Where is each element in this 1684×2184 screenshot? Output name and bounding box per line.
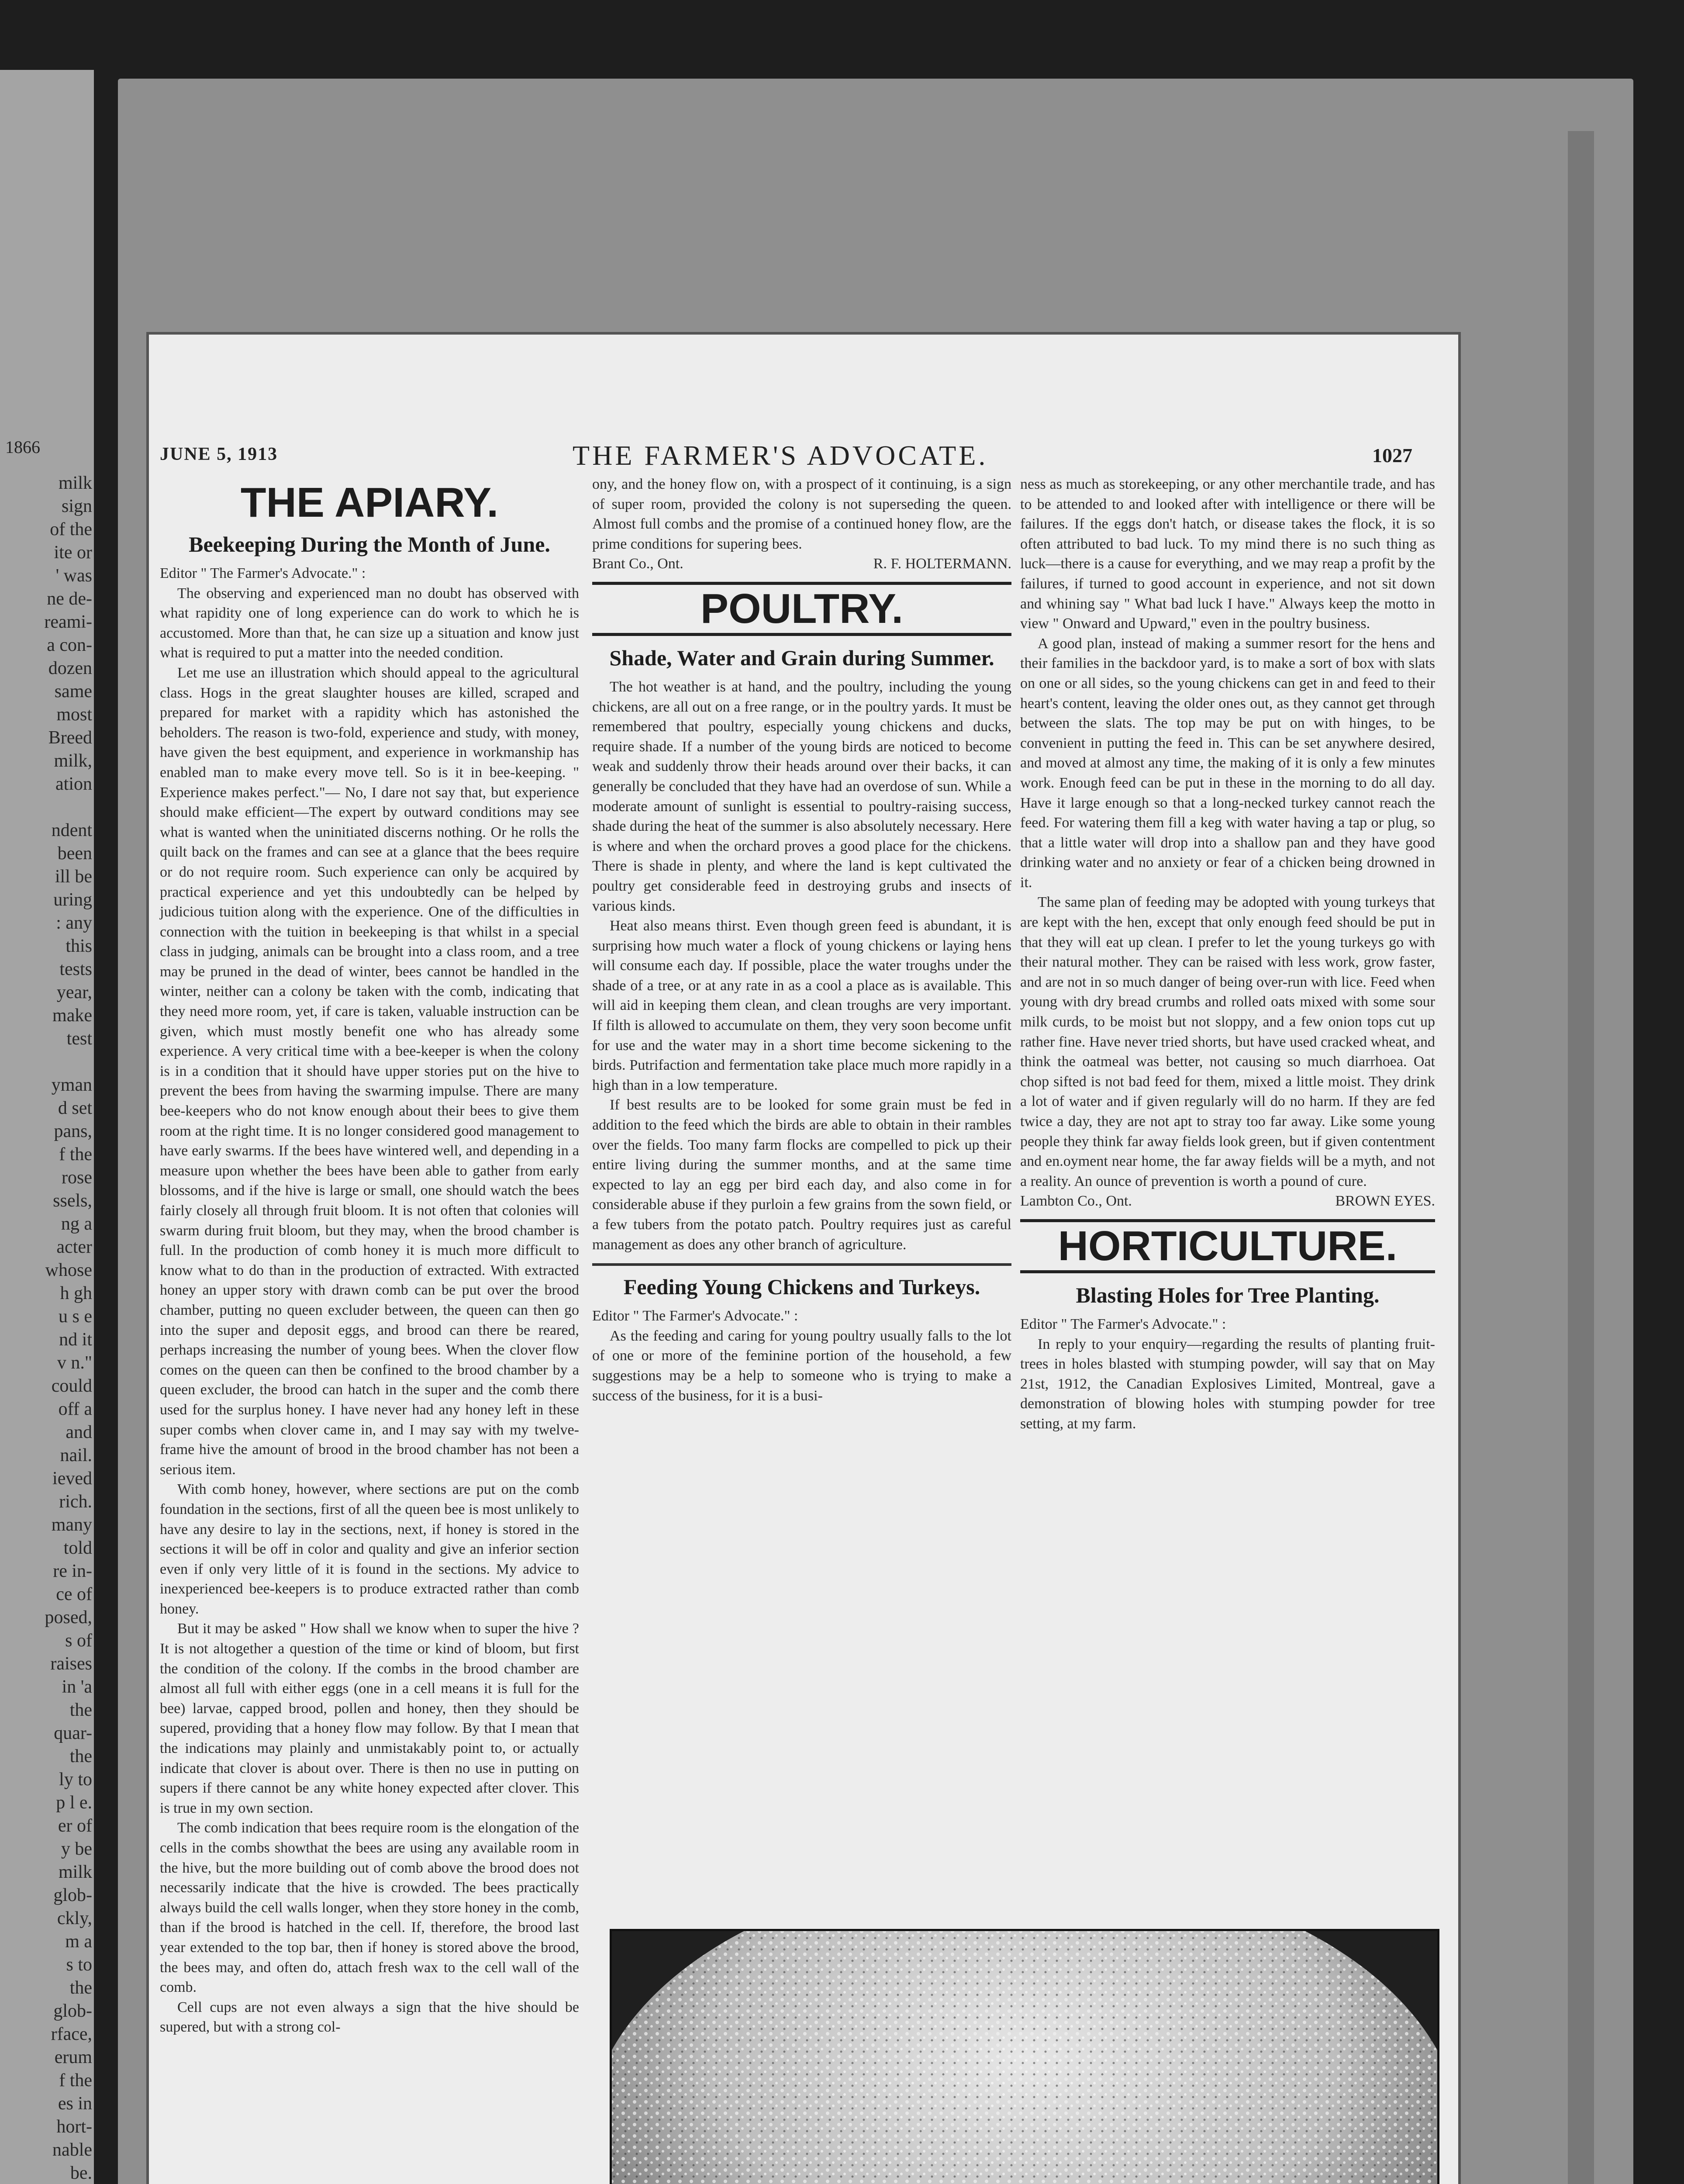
paragraph: ness as much as storekeeping, or any other merchantile trade, and has to be attended to and looked after with intelligence or there will be failures. If the eggs don't hatch, or disease takes the flock, it is so often attributed to bad luck. To my mind there is no such thing as luck—there is a cause for everything, and we may reap a profit by the failures, if turned to good account in experience, and not sit down and whining say " What bad luck I have." Always keep the motto in view " Onward and Upward," even in the poultry business. bbox=[1020, 476, 1435, 632]
paragraph: If best results are to be looked for some grain must be fed in addition to the feed which the birds are able to obtain in their rambles over the fields. Too many farm flocks are compelled to pick up their entire living during the summer months, and at the same time expected to lay an egg per bird each day, and also come in for considerable abuse if they purloin a few grains from the sown field, or a few tubers from the potato patch. Poultry requires just as careful management as does any other branch of agriculture. bbox=[592, 1097, 1011, 1253]
article-title-shade: Shade, Water and Grain during Summer. bbox=[609, 645, 994, 670]
paragraph: ony, and the honey flow on, with a prospect of it continuing, is a sign of super room, provided the colony is not superseding the queen. Almost full combs and the promise of a continued honey flow, are the prime conditions for supering bees. bbox=[592, 476, 1011, 552]
column-horticulture bbox=[1020, 474, 1435, 1434]
previous-page-text: milk sign of the ite or ' was ne de- reami- a con- dozen same most Breed milk, ation ndent been ill be uring : any this tests year, make test yman d set pans, f the rose ssels, ng a acter whose h gh u s e nd it v n." could off a and nail. ieved rich. many told re in- ce of posed, s of raises in 'a the quar- the ly to p l e. er of y be milk glob- ckly, m a s to the glob- rface, erum f the es in hort- nable be. bbox=[44, 473, 92, 2183]
divider bbox=[592, 1263, 1011, 1266]
article-title-blasting: Blasting Holes for Tree Planting. bbox=[1076, 1282, 1380, 1307]
previous-page-edge bbox=[0, 70, 94, 2184]
signature-line bbox=[1020, 1191, 1435, 1211]
newspaper-page bbox=[146, 332, 1461, 2184]
previous-page-number: 1866 bbox=[5, 437, 40, 457]
section-heading-apiary: THE APIARY. bbox=[240, 479, 499, 526]
masthead: THE FARMER'S ADVOCATE. bbox=[573, 440, 988, 471]
paragraph: Editor " The Farmer's Advocate." : bbox=[160, 565, 366, 581]
paragraph: But it may be asked " How shall we know when to super the hive ? It is not altogether a question of the time or kind of bloom, but first the condition of the colony. If the combs in the brood chamber are almost all full with either eggs (one in a cell means it is full for the bee) larvae, capped brood, pollen and honey, then they should be supered, providing that a honey flow may follow. By that I mean that the indications may plainly and unmistakably point to, or actually indicate that clover is about over. There is then no use in putting on supers if there cannot be any white honey expected after clover. This is true in my own section. bbox=[160, 1621, 579, 1816]
article-title-beekeeping: Beekeeping During the Month of June. bbox=[189, 532, 550, 556]
header-page-number: 1027 bbox=[1372, 444, 1412, 467]
paragraph: With comb honey, however, where sections are put on the comb foundation in the sections, first of all the queen bee is most unlikely to have any desire to lay in the sections, next, if honey is stored in the sections it will be off in color and quality and give an inferior section even if only very little of it is found in the sections. My advice to inexperienced bee-keepers is to produce extracted rather than comb honey. bbox=[160, 1481, 579, 1617]
header-date: JUNE 5, 1913 bbox=[160, 444, 278, 464]
orchard-photo-block bbox=[610, 1929, 1439, 2184]
paragraph: As the feeding and caring for young poultry usually falls to the lot of one or more of the feminine portion of the household, a few suggestions may be a help to someone who is trying to make a success of the business, for it is a busi- bbox=[592, 1327, 1011, 1404]
paragraph: The hot weather is at hand, and the poultry, including the young chickens, are all out on a free range, or in the poultry yards. It must be remembered that poultry, especially young chickens and ducks, require shade. If a number of the young birds are noticed to become weak and suddenly throw their heads around over their backs, it can generally be concluded that they have had an overdose of sun. While a moderate amount of sunlight is essential to poultry-raising success, shade during the heat of the summer is also absolutely necessary. Here is where and when the orchard proves a good place for the chickens. There is shade in plenty, and where the land is kept cultivated the poultry get considerable feed in destroying grubs and insects of various kinds. bbox=[592, 678, 1011, 914]
signature-name: R. F. HOLTERMANN. bbox=[873, 556, 1011, 572]
paragraph: The comb indication that bees require room is the elongation of the cells in the combs showthat the bees are using any available room in the hive, but the more building out of comb above the brood does not necessarily indicate that the hive is crowded. The bees practically always build the cell walls longer, when they store honey in the comb, than if the brood is hatched in the cell. If, therefore, the brood last year extended to the top bar, then if honey is stored above the brood, the bees may, and often do, attach fresh wax to the cell wall of the comb. bbox=[160, 1820, 579, 1996]
paragraph: Heat also means thirst. Even though green feed is abundant, it is surprising how much water a flock of young chickens or laying hens will consume each day. If possible, place the water troughs under the shade of a tree, or at any rate in as a cool a place as is available. This will aid in keeping them clean, and clean troughs are very important. If filth is allowed to accumulate on them, they very soon become unfit for use and the water may in a short time become sickening to the birds. Putrifaction and fermentation take place much more rapidly in a high than in a low temperature. bbox=[592, 918, 1011, 1093]
orchard-with-chickens-image bbox=[610, 1929, 1439, 2184]
signature-place: Brant Co., Ont. bbox=[592, 556, 683, 572]
signature-line bbox=[592, 554, 1011, 574]
signature-place: Lambton Co., Ont. bbox=[1020, 1193, 1132, 1209]
signature-name: BROWN EYES. bbox=[1335, 1193, 1435, 1209]
section-heading-horticulture: HORTICULTURE. bbox=[1020, 1219, 1435, 1273]
paragraph: The same plan of feeding may be adopted with young turkeys that are kept with the hen, except that only enough feed should be put in that they will eat up clean. I prefer to let the young turkeys go with their natural mother. They can be raised with less work, grow faster, and are not in so much danger of being over-run with lice. Feed when young with dry bread crumbs and rolled oats mixed with some sour milk curds, to be moist but not sloppy, and a few onion tops cut up rather fine. Have never tried shorts, but have used cracked wheat, and think the oatmeal was better, not causing so much diarrhoea. Oat chop sifted is not bad feed for them, mixed a little moist. They drink a lot of water and if given regularly will do no harm. If they are fed twice a day, they are not apt to stray too far away. Like some young people they think far away fields look green, but if given contentment and en.oyment near home, the far away fields will be a myth, and not a reality. An ounce of prevention is worth a pound of cure. bbox=[1020, 894, 1435, 1189]
paragraph: Editor " The Farmer's Advocate." : bbox=[1020, 1316, 1226, 1332]
paragraph: Cell cups are not even always a sign that the hive should be supered, but with a strong col- bbox=[160, 1999, 579, 2035]
page-header bbox=[149, 439, 1458, 470]
section-heading-poultry: POULTRY. bbox=[592, 582, 1011, 636]
paragraph: Let me use an illustration which should appeal to the agricultural class. Hogs in the great slaughter houses are killed, scraped and prepared for market with a rapidity which has astonished the beholders. The reason is two-fold, experience and study, with money, have given the best equipment, and experience in workmanship has enabled man to make every move tell. So is it in bee-keeping. " Experience makes perfect."— No, I dare not say that, but experience should make efficient—The expert by outward conditions may see what is wanted when the uninitiated discerns nothing. Or he rolls the quilt back on the frames and can see at a glance that the bees require or do not require room. Such experience can only be acquired by practical experience and yet this undoubtedly can be helped by judicious tuition along with the experience. One of the difficulties in connection with the tuition in beekeeping is that whilst in a special class in judging, animals can be brought into a class room, and a tree may be pruned in the dead of winter, bees cannot be handled in the winter, neither can a colony be taken with the comb, indicating that they need more room, yet, if care is taken, valuable instruction can be given, which must mostly benefit one who has already some experience. A very critical time with a bee-keeper is when the colony is in a condition that it should have upper stories put on the hive to prevent the bees from having the swarming impulse. There are many bee-keepers who do not know enough about their bees to give them room at the right time. It is no longer considered good management to have early swarms. If the bees have wintered well, and depending in a measure upon whether the bees have been able to gather from early blossoms, and if the hive is large or small, one should watch the bees fairly closely all through fruit bloom. It is not often that colonies will swarm during fruit bloom, but they may, when the brood chamber is full. In the production of comb honey it is much more difficult to know what to do than in the production of extracted. With extracted honey an upper story with drawn comb can be put over the brood chamber, putting no queen excluder between, the queen can then go into the super and deposit eggs, and brood can there be reared, perhaps increasing the number of young bees. When the clover flow comes on the queen can then be confined to the brood chamber by a queen excluder, the brood can hatch in the super and the comb there used for the surplus honey. I have never had any honey left in these super combs when clover came in, and I may say with my twelve-frame hive the amount of brood in the brood chamber has not been a serious item. bbox=[160, 664, 579, 1478]
paragraph: Editor " The Farmer's Advocate." : bbox=[592, 1308, 798, 1324]
paragraph: A good plan, instead of making a summer resort for the hens and their families in the backdoor yard, is to make a sort of box with slats on one or all sides, so the young chickens can get in and feed to their heart's content, leaving the older ones out, as they cannot get through between the slats. The top may be put on with hinges, to be convenient in putting the feed in. This can be set anywhere desired, and moved at almost any time, the making of it is only a few minutes work. Enough feed can be put in these in the morning to do all day. Have it large enough so that a long-necked turkey cannot reach the feed. For watering them fill a keg with water having a tap or plug, so that a little water will drop into a shallow pan and they have good drinking water and no anxiety or fear of a chicken being drowned in it. bbox=[1020, 635, 1435, 891]
column-poultry bbox=[592, 474, 1011, 1406]
column-apiary bbox=[160, 474, 579, 2037]
article-title-feeding: Feeding Young Chickens and Turkeys. bbox=[623, 1275, 980, 1299]
paragraph: In reply to your enquiry—regarding the results of planting fruit-trees in holes blasted with stumping powder, will say that on May 21st, 1912, the Canadian Explosives Limited, Montreal, gave a demonstration of blowing holes with stumping powder for tree setting, at my farm. bbox=[1020, 1336, 1435, 1432]
paragraph: The observing and experienced man no doubt has observed with what rapidity one of long experience can do work to which he is accustomed. More than that, he can size up a situation and know just what is required to put a matter into the needed condition. bbox=[160, 585, 579, 661]
